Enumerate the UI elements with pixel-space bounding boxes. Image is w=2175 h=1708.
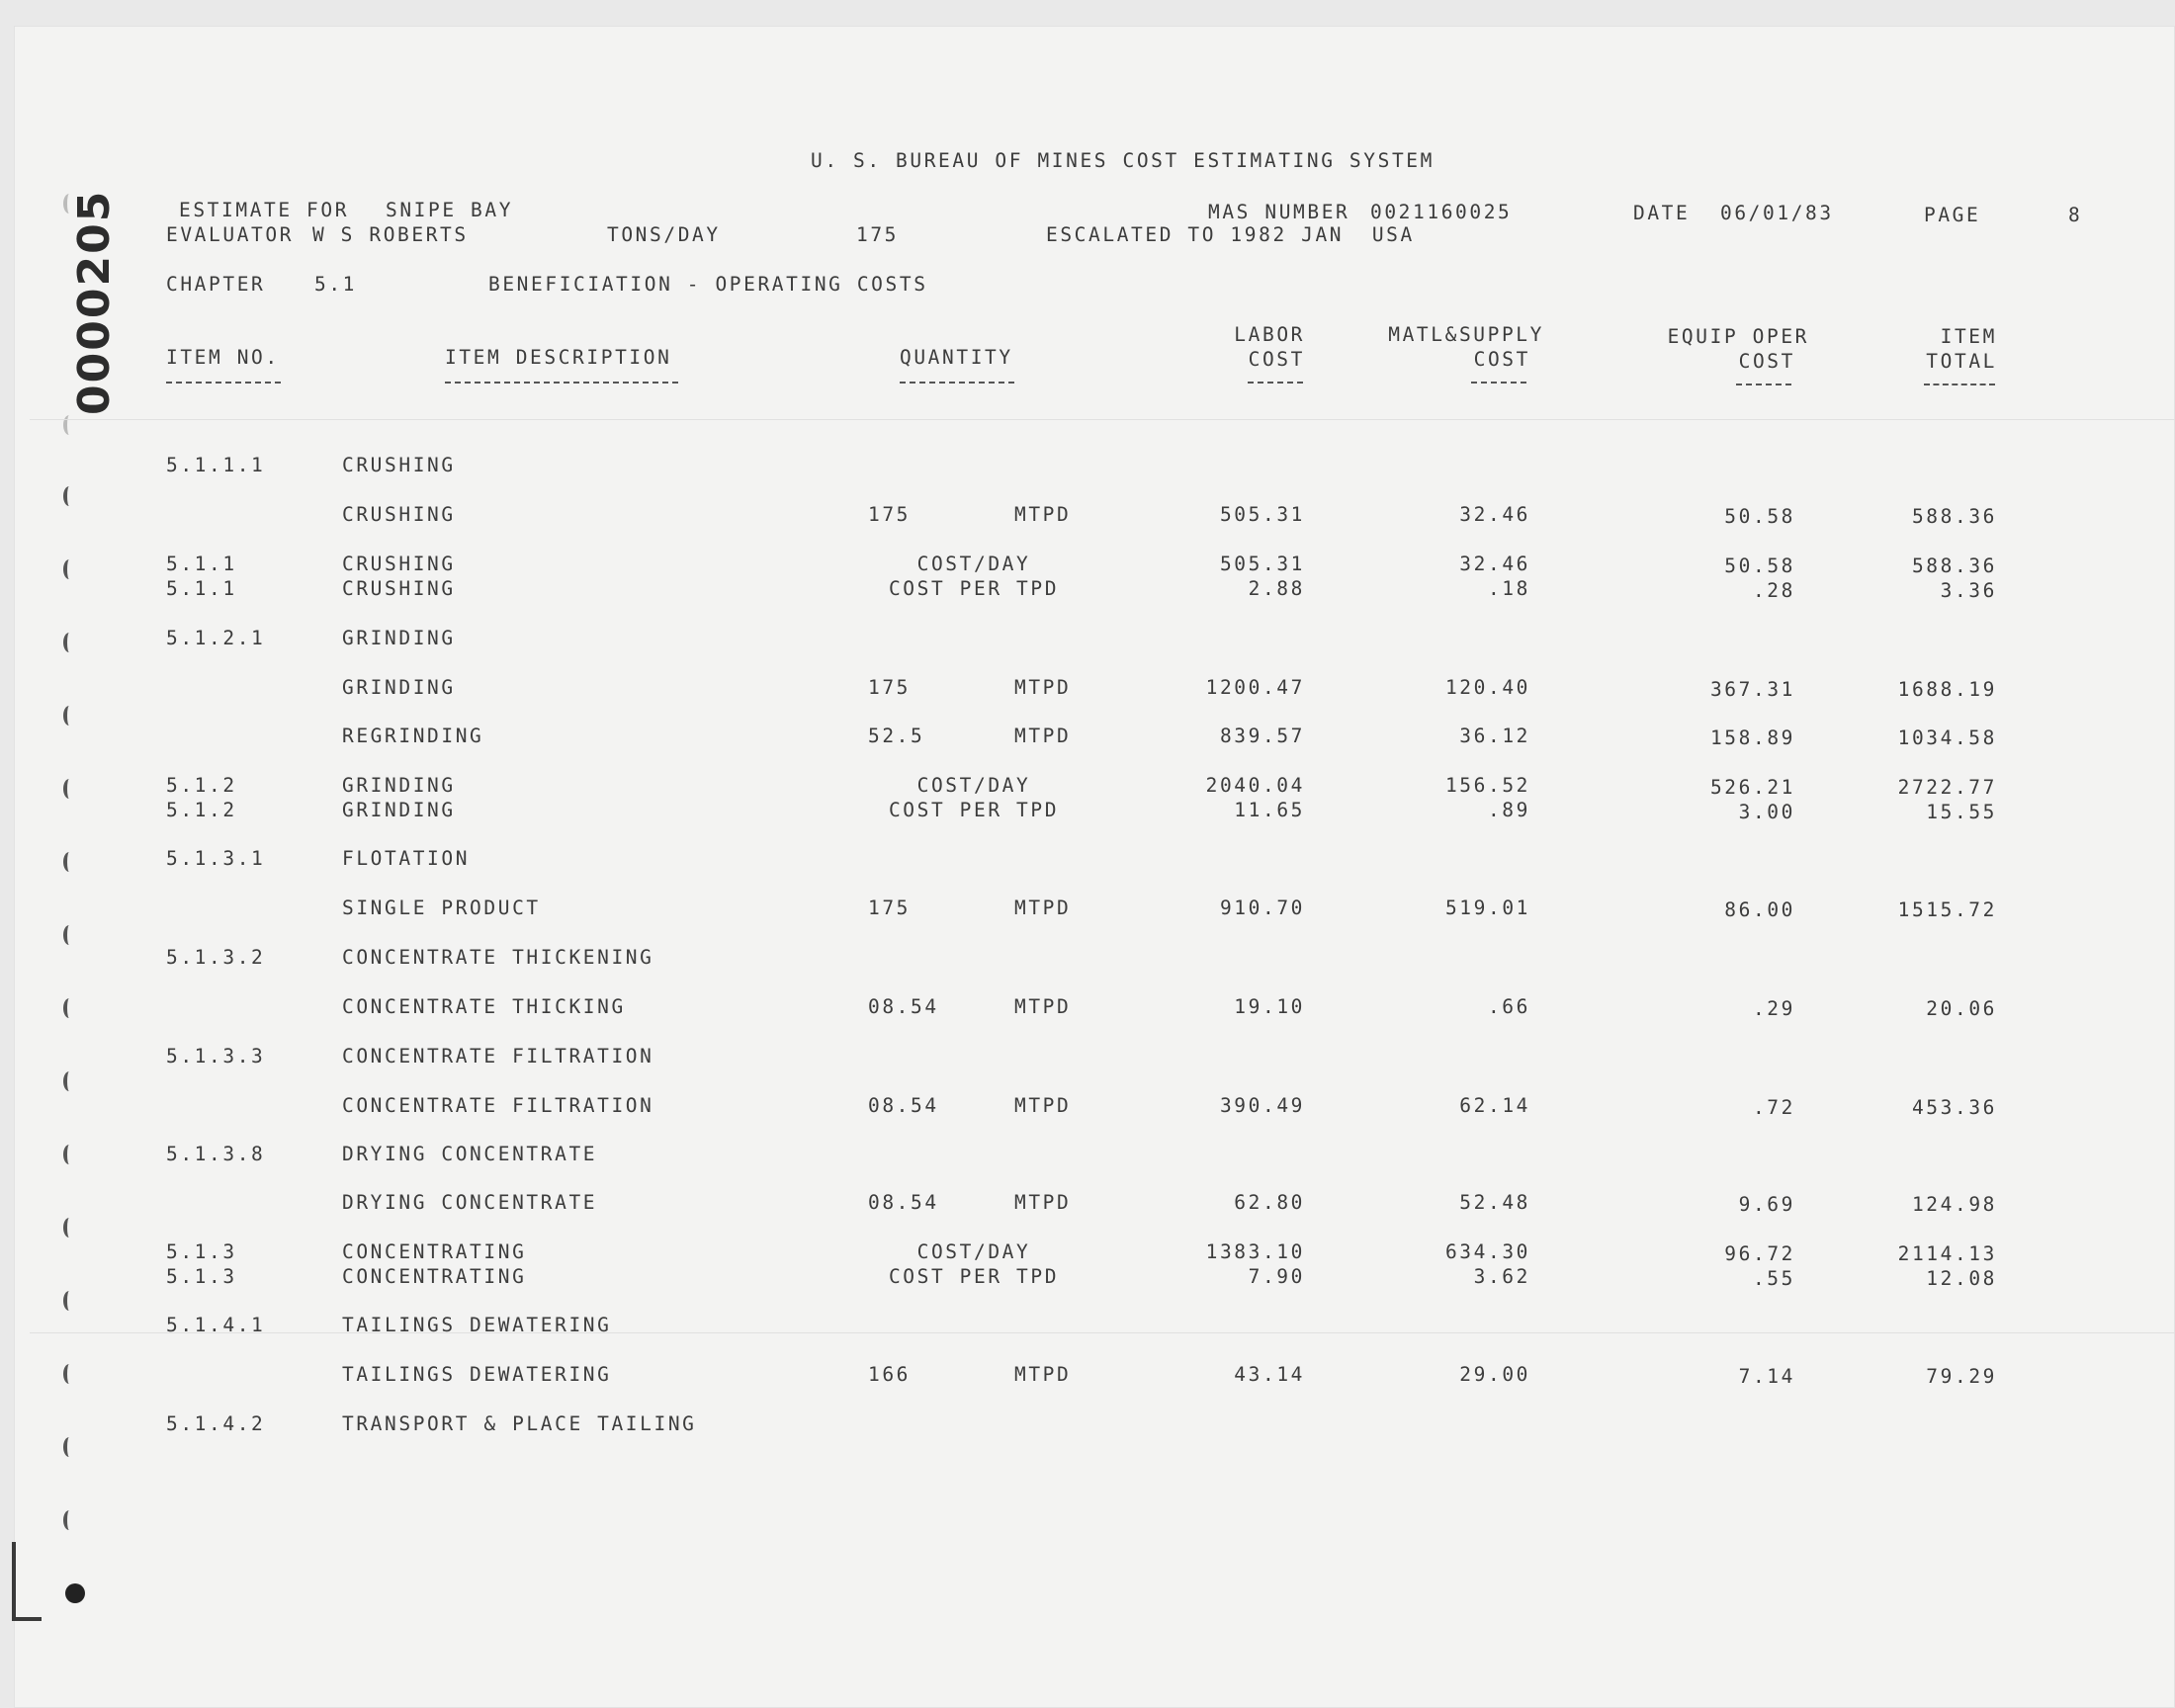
estimate-for-label: ESTIMATE FOR: [179, 199, 350, 221]
col-header-labor-line1: LABOR: [1234, 323, 1305, 346]
feed-hole: [63, 1218, 75, 1238]
quantity-value: 175: [868, 676, 912, 699]
quantity-unit: MTPD: [1014, 676, 1072, 699]
item-number: 5.1.1: [166, 577, 237, 600]
item-description: CRUSHING: [342, 503, 456, 526]
equip-oper-cost: 526.21: [1709, 776, 1795, 799]
quantity-value: 08.54: [868, 1094, 939, 1117]
equip-oper-cost: 50.58: [1724, 555, 1795, 577]
labor-cost: 1383.10: [1205, 1240, 1305, 1263]
underline-matl: [1471, 382, 1526, 384]
col-header-matl-line2: COST: [1473, 348, 1530, 371]
item-total: 12.08: [1926, 1267, 1997, 1290]
equip-oper-cost: .55: [1752, 1267, 1795, 1290]
item-description: FLOTATION: [342, 847, 471, 870]
labor-cost: 910.70: [1219, 897, 1305, 919]
col-header-labor-line2: COST: [1248, 348, 1305, 371]
equip-oper-cost: 158.89: [1709, 726, 1795, 749]
item-total: 124.98: [1911, 1193, 1997, 1216]
equip-oper-cost: 86.00: [1724, 898, 1795, 921]
labor-cost: 2.88: [1248, 577, 1305, 600]
item-description: CONCENTRATE THICKING: [342, 995, 626, 1018]
col-header-total-line1: ITEM: [1940, 325, 1997, 348]
equip-oper-cost: .29: [1752, 997, 1795, 1020]
labor-cost: 19.10: [1234, 995, 1305, 1018]
feed-hole: [63, 415, 75, 435]
matl-supply-cost: 32.46: [1459, 553, 1530, 575]
chapter-title: BENEFICIATION - OPERATING COSTS: [488, 273, 928, 296]
summary-label: COST/DAY: [916, 1240, 1031, 1263]
tons-per-day-value: 175: [856, 223, 900, 246]
feed-hole: [63, 1510, 75, 1530]
item-total: 3.36: [1940, 579, 1997, 602]
labor-cost: 505.31: [1219, 553, 1305, 575]
feed-hole: [63, 779, 75, 799]
col-header-equip-line2: COST: [1738, 350, 1795, 373]
feed-hole: [63, 925, 75, 945]
item-total: 588.36: [1911, 505, 1997, 528]
quantity-value: 175: [868, 503, 912, 526]
left-margin-line: [12, 1542, 16, 1621]
labor-cost: 505.31: [1219, 503, 1305, 526]
equip-oper-cost: 96.72: [1724, 1242, 1795, 1265]
labor-cost: 839.57: [1219, 725, 1305, 747]
estimate-for-value: SNIPE BAY: [386, 199, 514, 221]
item-total: 15.55: [1926, 801, 1997, 823]
item-number: 5.1.1.1: [166, 454, 266, 476]
feed-hole: [63, 1071, 75, 1091]
item-number: 5.1.3.1: [166, 847, 266, 870]
quantity-value: 08.54: [868, 1191, 939, 1214]
labor-cost: 2040.04: [1205, 774, 1305, 797]
item-total: 588.36: [1911, 555, 1997, 577]
item-description: TRANSPORT & PLACE TAILING: [342, 1412, 697, 1435]
mas-number-label: MAS NUMBER: [1208, 201, 1350, 223]
item-description: CONCENTRATE FILTRATION: [342, 1094, 654, 1117]
feed-hole: [63, 559, 75, 579]
col-header-matl-line1: MATL&SUPPLY: [1388, 323, 1544, 346]
item-description: CONCENTRATING: [342, 1265, 527, 1288]
item-total: 2722.77: [1897, 776, 1997, 799]
chapter-label: CHAPTER: [166, 273, 266, 296]
labor-cost: 7.90: [1248, 1265, 1305, 1288]
quantity-unit: MTPD: [1014, 725, 1072, 747]
summary-label: COST PER TPD: [888, 1265, 1060, 1288]
item-total: 1688.19: [1897, 678, 1997, 701]
equip-oper-cost: .28: [1752, 579, 1795, 602]
feed-hole: [65, 1583, 85, 1603]
item-description: GRINDING: [342, 799, 456, 821]
quantity-unit: MTPD: [1014, 1094, 1072, 1117]
matl-supply-cost: 120.40: [1444, 676, 1530, 699]
item-description: REGRINDING: [342, 725, 484, 747]
quantity-unit: MTPD: [1014, 897, 1072, 919]
item-number: 5.1.3: [166, 1265, 237, 1288]
feed-hole: [63, 1145, 75, 1164]
item-number: 5.1.4.2: [166, 1412, 266, 1435]
summary-label: COST PER TPD: [888, 577, 1060, 600]
labor-cost: 390.49: [1219, 1094, 1305, 1117]
item-total: 2114.13: [1897, 1242, 1997, 1265]
quantity-value: 08.54: [868, 995, 939, 1018]
matl-supply-cost: 52.48: [1459, 1191, 1530, 1214]
item-number: 5.1.2.1: [166, 627, 266, 649]
item-number: 5.1.3.2: [166, 946, 266, 969]
labor-cost: 11.65: [1234, 799, 1305, 821]
labor-cost: 62.80: [1234, 1191, 1305, 1214]
fold-line: [30, 419, 2175, 420]
evaluator-label: EVALUATOR: [166, 223, 295, 246]
quantity-unit: MTPD: [1014, 995, 1072, 1018]
feed-hole: [63, 1291, 75, 1311]
matl-supply-cost: .18: [1487, 577, 1530, 600]
report-title: U. S. BUREAU OF MINES COST ESTIMATING SYSTEM: [811, 149, 1435, 172]
labor-cost: 43.14: [1234, 1363, 1305, 1386]
equip-oper-cost: 3.00: [1738, 801, 1795, 823]
item-number: 5.1.2: [166, 774, 237, 797]
matl-supply-cost: .66: [1487, 995, 1530, 1018]
matl-supply-cost: 156.52: [1444, 774, 1530, 797]
chapter-number: 5.1: [314, 273, 358, 296]
item-description: DRYING CONCENTRATE: [342, 1191, 598, 1214]
quantity-value: 52.5: [868, 725, 925, 747]
left-margin-tick: [12, 1617, 42, 1621]
date-label: DATE: [1633, 202, 1691, 224]
equip-oper-cost: 7.14: [1738, 1365, 1795, 1388]
feed-hole: [63, 1437, 75, 1457]
item-number: 5.1.4.1: [166, 1314, 266, 1336]
item-number: 5.1.3: [166, 1240, 237, 1263]
mas-number-value: 0021160025: [1370, 201, 1513, 223]
feed-hole: [63, 1364, 75, 1384]
underline-total: [1924, 384, 1995, 385]
item-description: CONCENTRATE FILTRATION: [342, 1045, 654, 1068]
equip-oper-cost: 50.58: [1724, 505, 1795, 528]
matl-supply-cost: 634.30: [1444, 1240, 1530, 1263]
col-header-description: ITEM DESCRIPTION: [445, 346, 672, 369]
item-number: 5.1.1: [166, 553, 237, 575]
equip-oper-cost: .72: [1752, 1096, 1795, 1119]
item-description: CONCENTRATING: [342, 1240, 527, 1263]
col-header-quantity: QUANTITY: [900, 346, 1013, 369]
item-total: 453.36: [1911, 1096, 1997, 1119]
underline-labor: [1248, 382, 1303, 384]
summary-label: COST/DAY: [916, 774, 1031, 797]
item-number: 5.1.3.8: [166, 1143, 266, 1165]
tons-per-day-label: TONS/DAY: [607, 223, 721, 246]
page-label: PAGE: [1924, 204, 1981, 226]
col-header-equip-line1: EQUIP OPER: [1667, 325, 1809, 348]
item-total: 79.29: [1926, 1365, 1997, 1388]
underline-equip: [1736, 384, 1791, 385]
item-description: CONCENTRATE THICKENING: [342, 946, 654, 969]
item-description: DRYING CONCENTRATE: [342, 1143, 598, 1165]
underline-quantity: [900, 382, 1014, 384]
quantity-value: 175: [868, 897, 912, 919]
underline-description: [445, 382, 678, 384]
item-description: GRINDING: [342, 676, 456, 699]
underline-item-no: [166, 382, 281, 384]
item-number: 5.1.3.3: [166, 1045, 266, 1068]
summary-label: COST/DAY: [916, 553, 1031, 575]
document-id-stamp: 0000205: [69, 189, 120, 415]
item-total: 20.06: [1926, 997, 1997, 1020]
quantity-value: 166: [868, 1363, 912, 1386]
escalated-note: ESCALATED TO 1982 JAN USA: [1046, 223, 1415, 246]
item-description: GRINDING: [342, 774, 456, 797]
feed-hole: [63, 706, 75, 726]
item-description: GRINDING: [342, 627, 456, 649]
item-number: 5.1.2: [166, 799, 237, 821]
item-total: 1034.58: [1897, 726, 1997, 749]
feed-hole: [63, 998, 75, 1018]
page-number: 8: [2068, 204, 2083, 226]
matl-supply-cost: 62.14: [1459, 1094, 1530, 1117]
date-value: 06/01/83: [1720, 202, 1834, 224]
matl-supply-cost: 3.62: [1473, 1265, 1530, 1288]
quantity-unit: MTPD: [1014, 1363, 1072, 1386]
matl-supply-cost: 36.12: [1459, 725, 1530, 747]
quantity-unit: MTPD: [1014, 1191, 1072, 1214]
col-header-total-line2: TOTAL: [1926, 350, 1997, 373]
item-description: SINGLE PRODUCT: [342, 897, 541, 919]
feed-hole: [63, 852, 75, 872]
matl-supply-cost: 32.46: [1459, 503, 1530, 526]
item-description: CRUSHING: [342, 553, 456, 575]
quantity-unit: MTPD: [1014, 503, 1072, 526]
feed-hole: [63, 486, 75, 506]
summary-label: COST PER TPD: [888, 799, 1060, 821]
item-description: CRUSHING: [342, 577, 456, 600]
item-total: 1515.72: [1897, 898, 1997, 921]
matl-supply-cost: 29.00: [1459, 1363, 1530, 1386]
item-description: TAILINGS DEWATERING: [342, 1314, 612, 1336]
evaluator-value: W S ROBERTS: [312, 223, 469, 246]
labor-cost: 1200.47: [1205, 676, 1305, 699]
item-description: TAILINGS DEWATERING: [342, 1363, 612, 1386]
item-description: CRUSHING: [342, 454, 456, 476]
feed-hole: [63, 633, 75, 652]
matl-supply-cost: 519.01: [1444, 897, 1530, 919]
col-header-item-no: ITEM NO.: [166, 346, 280, 369]
equip-oper-cost: 367.31: [1709, 678, 1795, 701]
matl-supply-cost: .89: [1487, 799, 1530, 821]
equip-oper-cost: 9.69: [1738, 1193, 1795, 1216]
